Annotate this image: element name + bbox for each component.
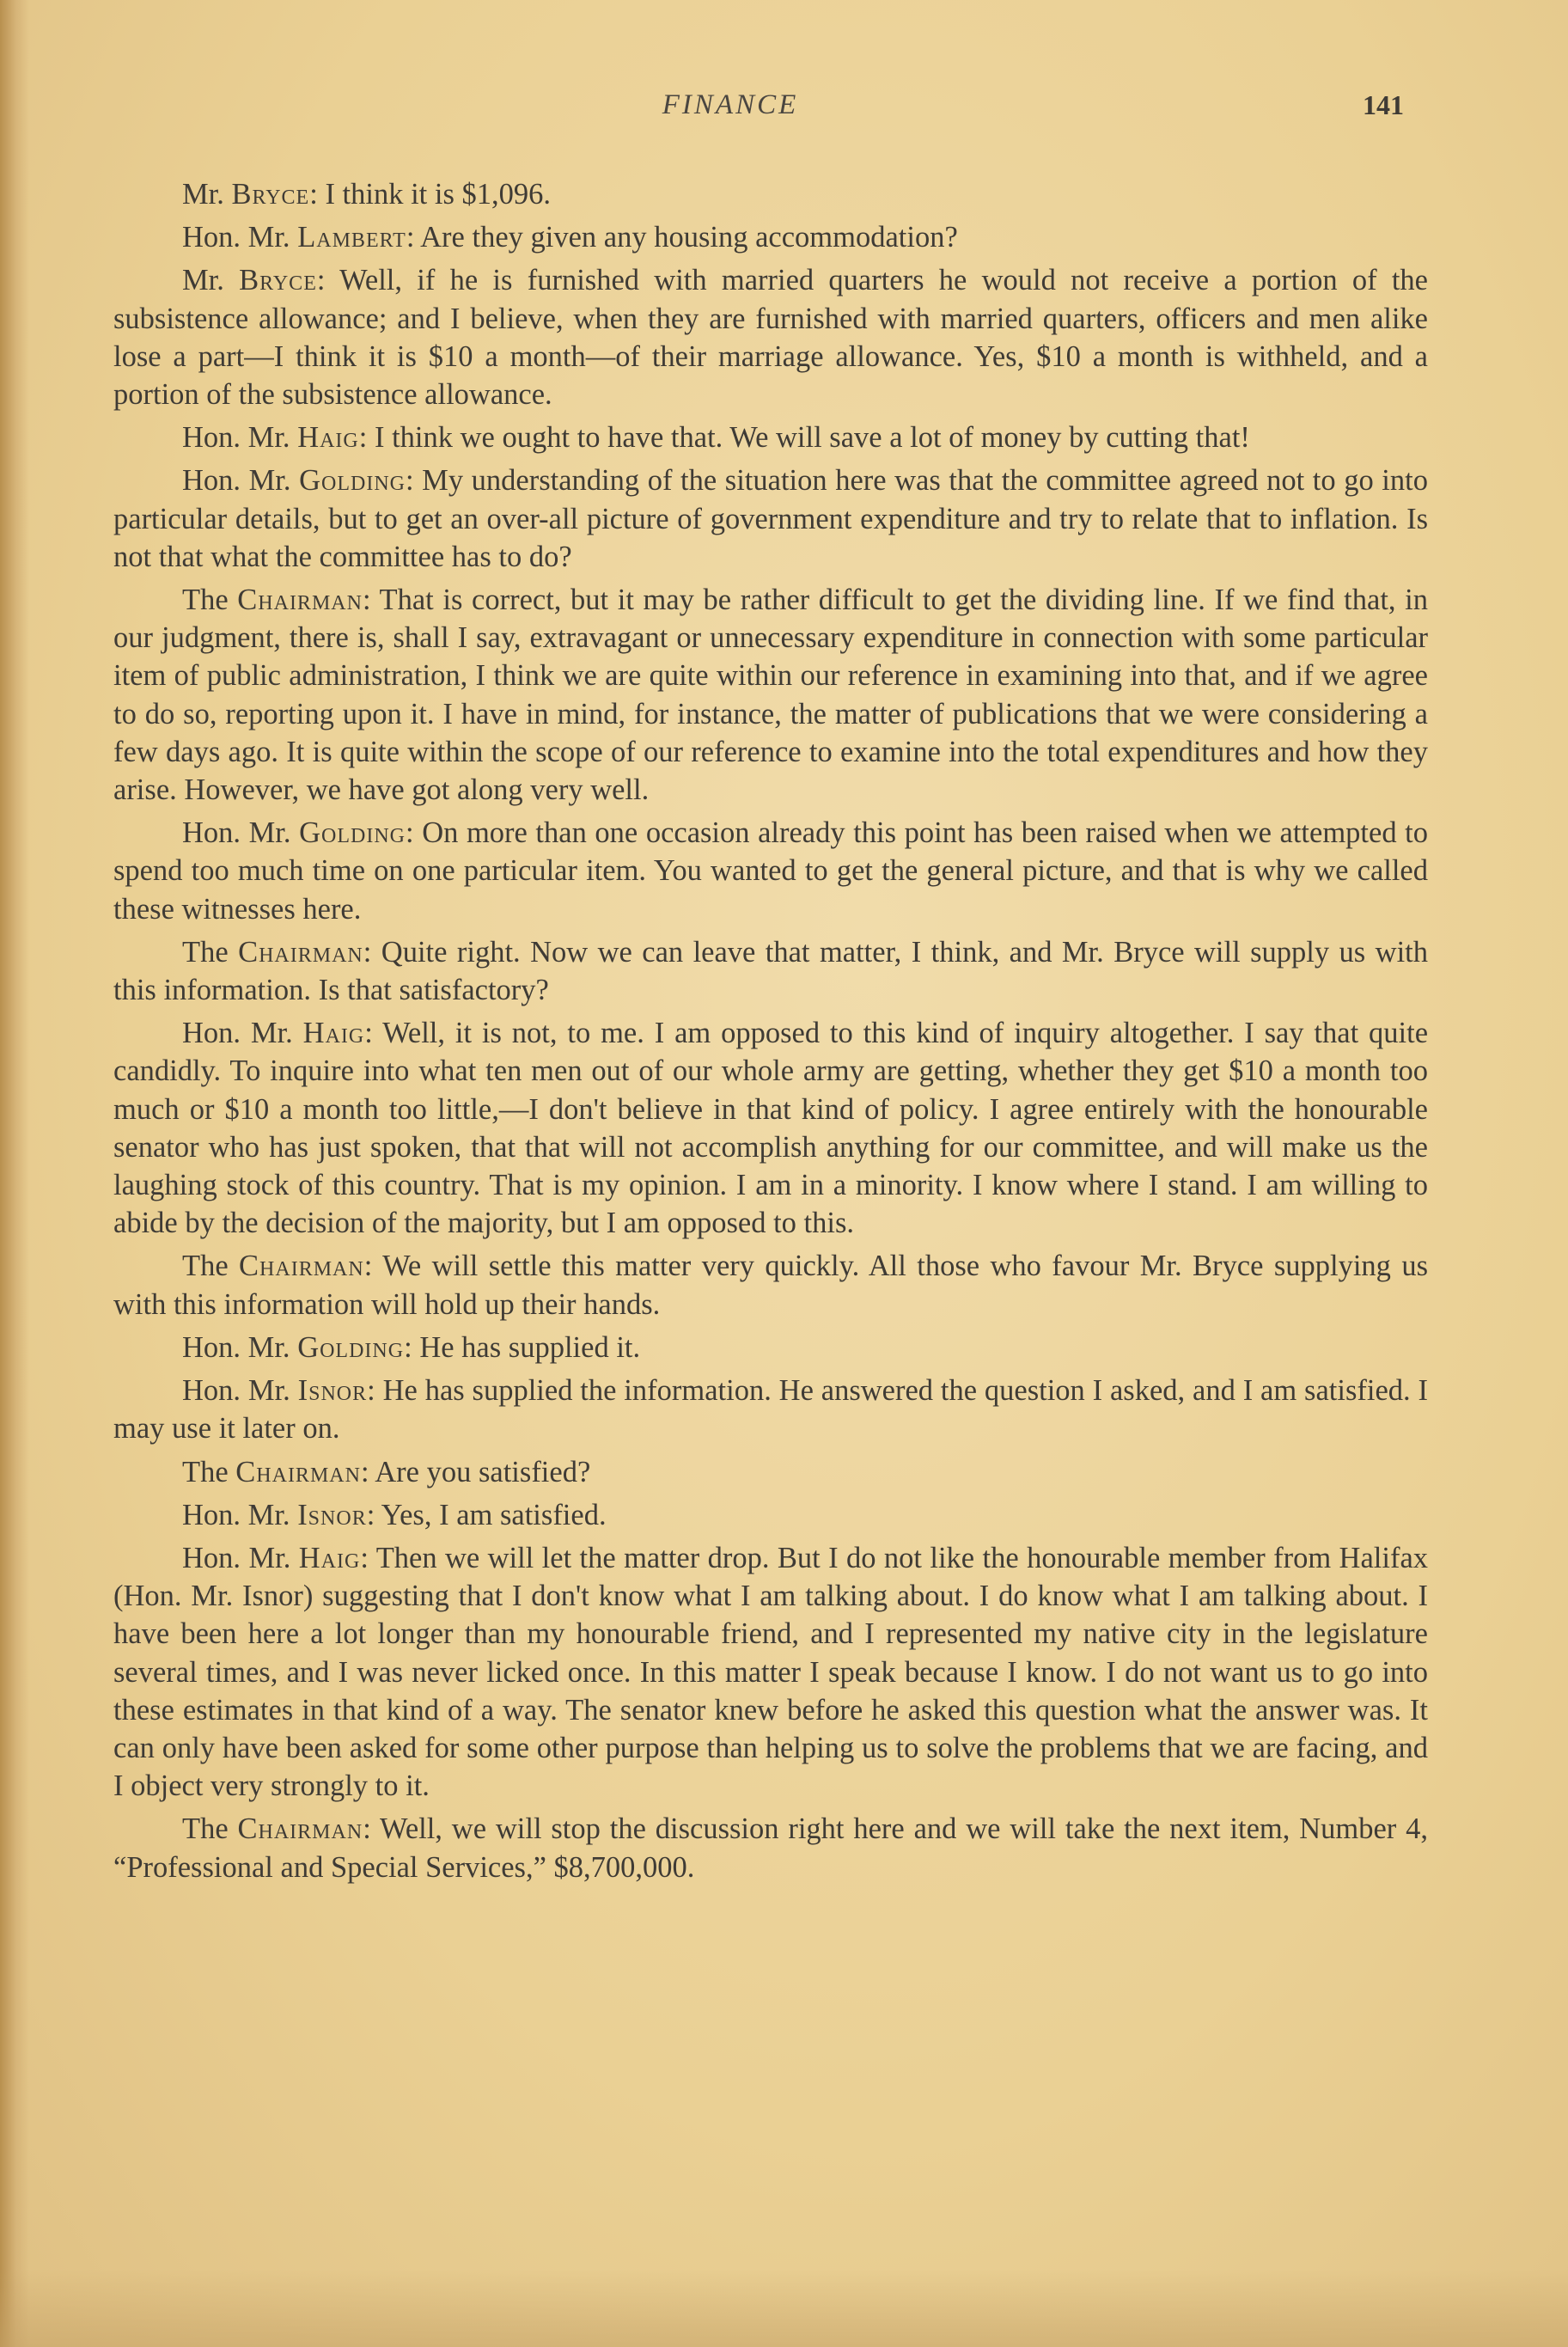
speaker-honorific: Mr. — [182, 264, 240, 297]
paragraph-text: Well, if he is furnished with married quarters he would not receive a portion of the subsistence allowance; and I believe, when they are furnished with married quarters, officers and men alike lose a part—I think it is $10 a month—of their marriage allowance. Yes, $10 a month is withheld, and a portion of the subsistence allowance. — [113, 264, 1428, 412]
speaker-honorific: The — [182, 584, 238, 617]
transcript-paragraph — [113, 175, 1428, 213]
speaker-colon: : — [404, 1330, 420, 1364]
speaker-honorific: Hon. Mr. — [182, 1330, 298, 1364]
speaker-colon: : — [367, 1374, 383, 1408]
transcript-paragraph — [113, 419, 1428, 456]
speaker-colon: : — [363, 935, 381, 969]
transcript-paragraph — [113, 261, 1428, 413]
paragraph-text: He has supplied it. — [419, 1330, 641, 1364]
speaker-name: Chairman — [239, 1250, 364, 1283]
running-title: FINANCE — [662, 89, 799, 120]
transcript-paragraph — [113, 461, 1428, 576]
transcript-paragraph — [113, 933, 1428, 1009]
transcript-paragraph — [113, 1247, 1428, 1323]
speaker-honorific: Hon. Mr. — [182, 1498, 298, 1531]
speaker-colon: : — [363, 1250, 383, 1283]
page-header — [0, 89, 1568, 132]
speaker-colon: : — [360, 1541, 376, 1574]
speaker-name: Lambert — [297, 221, 406, 254]
speaker-name: Isnor — [297, 1498, 367, 1531]
speaker-colon: : — [316, 264, 340, 297]
speaker-name: Golding — [297, 1330, 405, 1364]
paragraph-text: Well, it is not, to me. I am opposed to this kind of inquiry altogether. I say that quite candidly. To inquire into what ten men out of our whole army are getting, whether they get $10 a month too much or $10 a month too little,—I don't believe in that kind of policy. I agree entirely with the honourable senator who has just spoken, that that will not accomplish anything for our committee, and will make us the laughing stock of this country. That is my opinion. I am in a minority. I know where I stand. I am willing to abide by the decision of the majority, but I am opposed to this. — [113, 1017, 1429, 1240]
binding-edge — [0, 0, 29, 2347]
speaker-name: Chairman — [237, 1812, 363, 1846]
speaker-colon: : — [360, 1455, 375, 1488]
speaker-name: Golding — [299, 816, 406, 850]
speaker-honorific: Hon. Mr. — [182, 816, 300, 850]
speaker-name: Haig — [302, 1017, 365, 1050]
speaker-honorific: The — [182, 1250, 240, 1283]
speaker-honorific: Hon. Mr. — [182, 221, 298, 254]
transcript-paragraph — [113, 581, 1428, 809]
speaker-colon: : — [309, 178, 326, 211]
speaker-name: Chairman — [237, 584, 363, 617]
transcript-paragraph — [113, 1372, 1428, 1447]
transcript-body — [113, 175, 1428, 1892]
paragraph-text: Then we will let the matter drop. But I do not like the honourable member from Halifax (Hon. Mr. Isnor) suggesting that I don't know what I am talking about. I do know what I am talking about. I have been here a lot longer than my honourable friend, and I represented my native city in the legislature several times, and I was never licked once. In this matter I speak because I know. I do not want us to go into these estimates in that kind of a way. The senator knew before he asked this question what the answer was. It can only have been asked for some other purpose than helping us to solve the problems that we are facing, and I object very strongly to it. — [113, 1541, 1429, 1803]
speaker-name: Chairman — [238, 935, 363, 969]
speaker-honorific: Hon. Mr. — [182, 1541, 299, 1574]
speaker-colon: : — [364, 1017, 383, 1050]
speaker-colon: : — [362, 584, 380, 617]
speaker-honorific: The — [182, 1455, 236, 1488]
paragraph-text: We will settle this matter very quickly. All those who favour Mr. Bryce supplying us with this information will hold up their hands. — [113, 1250, 1428, 1321]
speaker-name: Golding — [299, 464, 406, 498]
transcript-paragraph — [113, 1539, 1428, 1805]
paragraph-text: Well, we will stop the discussion right here and we will take the next item, Number 4, “Professional and Special Services,” $8,700,000. — [113, 1812, 1429, 1884]
paragraph-text: That is correct, but it may be rather difficult to get the dividing line. If we find that, in our judgment, there is, shall I say, extravagant or unnecessary expenditure in connection with some particular item of public administration, I think we are quite within our reference in examining into that, and if we agree to do so, reporting upon it. I have in mind, for instance, the matter of publications that we were considering a few days ago. It is quite within the scope of our reference to examine into the total expenditures and how they arise. However, we have got along very well. — [113, 584, 1428, 807]
speaker-name: Haig — [298, 1541, 361, 1574]
speaker-honorific: Hon. Mr. — [182, 1017, 303, 1050]
speaker-name: Bryce — [239, 264, 317, 297]
paragraph-text: He has supplied the information. He answered the question I asked, and I am satisfied. I may use it later on. — [113, 1374, 1428, 1445]
transcript-paragraph — [113, 814, 1428, 928]
paragraph-text: Are they given any housing accommodation? — [420, 221, 958, 254]
speaker-colon: : — [366, 1498, 381, 1531]
speaker-name: Isnor — [297, 1374, 368, 1408]
speaker-name: Haig — [297, 421, 359, 455]
paragraph-text: I think it is $1,096. — [325, 178, 552, 211]
paragraph-text: My understanding of the situation here was that the committee agreed not to go into particular details, but to get an over-all picture of government expenditure and try to relate that to inflation. Is not that what the committee has to do? — [113, 464, 1428, 573]
paragraph-text: On more than one occasion already this point has been raised when we attempted to spend too much time on one particular item. You wanted to get the general picture, and that is why we called these witnesses here. — [113, 816, 1428, 926]
speaker-honorific: Mr. — [182, 178, 232, 211]
speaker-name: Chairman — [235, 1455, 361, 1488]
transcript-paragraph — [113, 218, 1428, 256]
speaker-name: Bryce — [231, 178, 310, 211]
speaker-colon: : — [358, 421, 375, 455]
paragraph-text: Are you satisfied? — [375, 1455, 591, 1488]
speaker-honorific: Hon. Mr. — [182, 1374, 298, 1408]
speaker-colon: : — [406, 221, 421, 254]
paragraph-text: Quite right. Now we can leave that matter, I think, and Mr. Bryce will supply us with this information. Is that satisfactory? — [113, 935, 1428, 1007]
speaker-colon: : — [406, 816, 423, 850]
speaker-honorific: The — [182, 935, 239, 969]
speaker-colon: : — [406, 464, 423, 498]
paragraph-text: Yes, I am satisfied. — [381, 1498, 607, 1531]
transcript-paragraph — [113, 1496, 1428, 1534]
speaker-honorific: Hon. Mr. — [182, 464, 300, 498]
speaker-honorific: Hon. Mr. — [182, 421, 298, 455]
transcript-paragraph — [113, 1329, 1428, 1366]
transcript-paragraph — [113, 1014, 1428, 1242]
speaker-honorific: The — [182, 1812, 238, 1846]
transcript-paragraph — [113, 1810, 1428, 1886]
paragraph-text: I think we ought to have that. We will save a lot of money by cutting that! — [374, 421, 1250, 455]
speaker-colon: : — [363, 1812, 381, 1846]
paper-stain — [0, 2270, 1568, 2347]
page-number: 141 — [1363, 89, 1404, 120]
transcript-paragraph — [113, 1453, 1428, 1491]
